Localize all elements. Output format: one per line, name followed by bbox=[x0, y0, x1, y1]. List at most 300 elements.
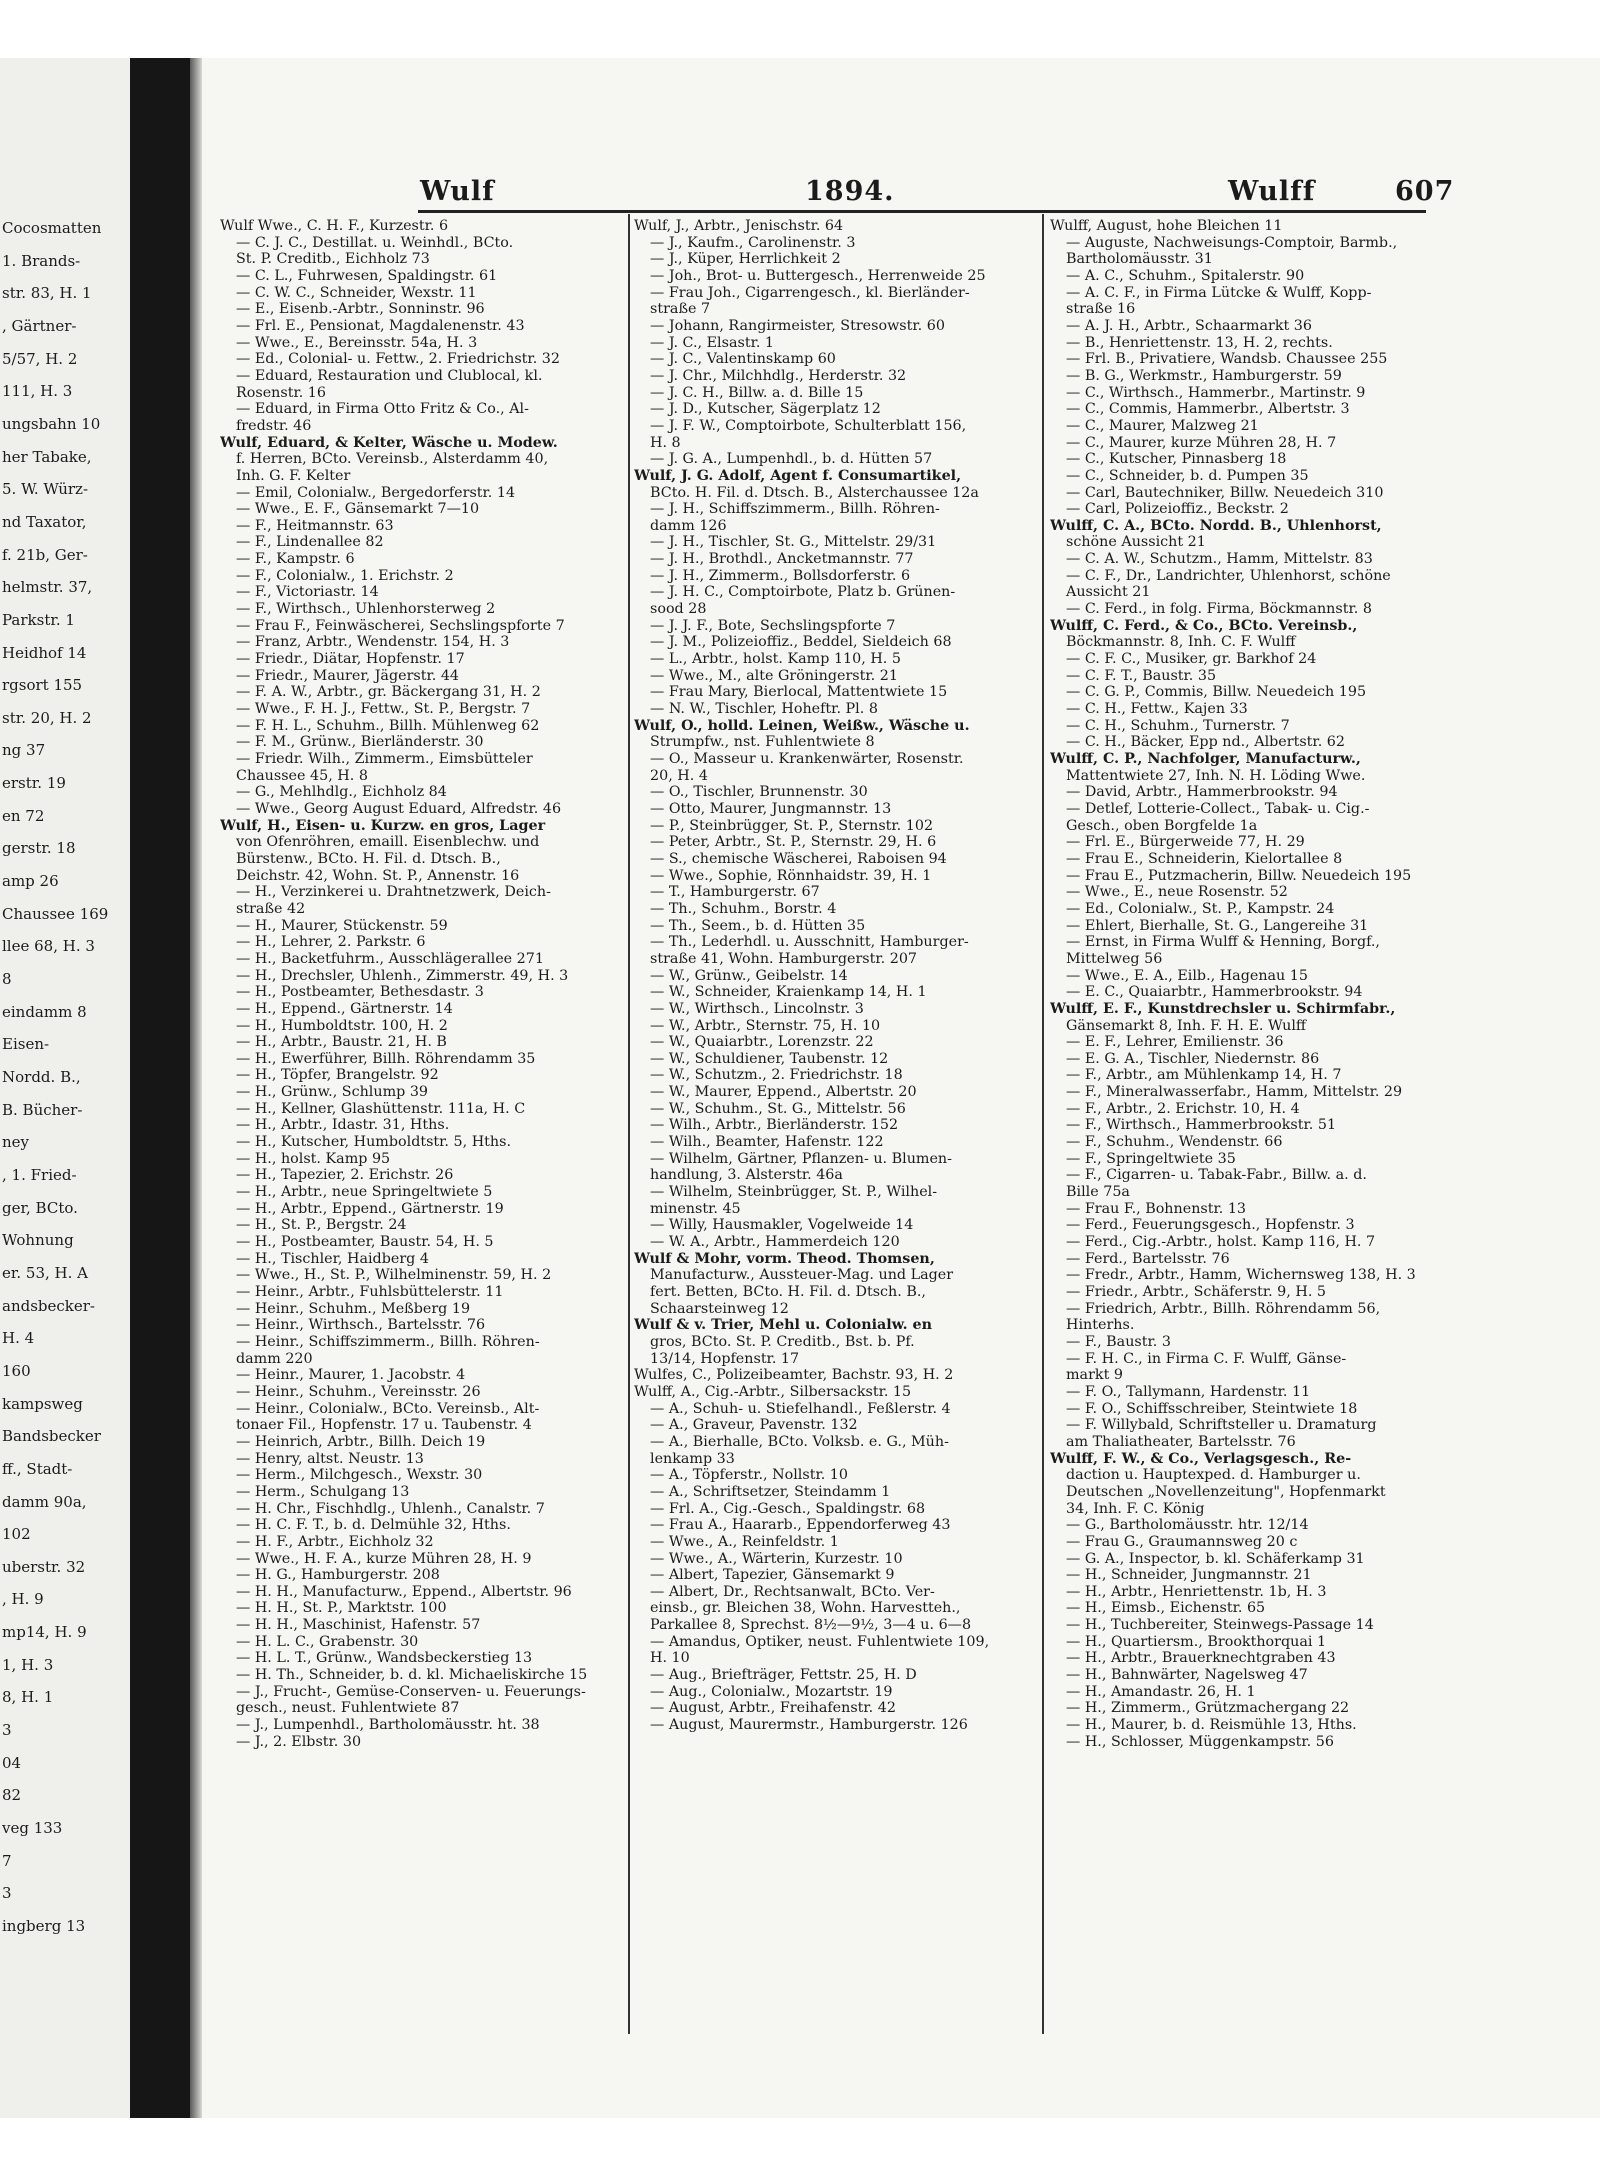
directory-entry: — Heinr., Colonialw., BCto. Vereinsb., Alt- bbox=[236, 1400, 540, 1417]
directory-entry: — Albert, Tapezier, Gänsemarkt 9 bbox=[650, 1567, 895, 1584]
directory-entry: — J., Frucht-, Gemüse-Conserven- u. Feuerungs- bbox=[236, 1683, 586, 1700]
left-page-text-fragment: 1, H. 3 bbox=[2, 1656, 54, 1673]
directory-entry: — C. J. C., Destillat. u. Weinhdl., BCto. bbox=[236, 234, 514, 251]
directory-entry: — O., Tischler, Brunnenstr. 30 bbox=[650, 784, 868, 801]
directory-entry: — C., Schneider, b. d. Pumpen 35 bbox=[1066, 467, 1309, 484]
directory-entry: — Albert, Dr., Rechtsanwalt, BCto. Ver- bbox=[650, 1583, 935, 1600]
directory-entry: Wulfes, C., Polizeibeamter, Bachstr. 93, H. 2 bbox=[634, 1367, 954, 1384]
directory-entry: — Wwe., A., Reinfeldstr. 1 bbox=[650, 1533, 839, 1550]
directory-entry: — A. C. F., in Firma Lütcke & Wulff, Kopp- bbox=[1066, 284, 1372, 301]
directory-entry: — C., Commis, Hammerbr., Albertstr. 3 bbox=[1066, 401, 1350, 418]
directory-entry: — Wwe., E., Bereinsstr. 54a, H. 3 bbox=[236, 334, 478, 351]
directory-entry: Wulff, August, hohe Bleichen 11 bbox=[1050, 218, 1283, 234]
left-page-text-fragment: 102 bbox=[2, 1526, 31, 1543]
directory-entry: — Wwe., Georg August Eduard, Alfredstr. 46 bbox=[236, 800, 562, 817]
directory-entry: — C. F. C., Musiker, gr. Barkhof 24 bbox=[1066, 651, 1317, 668]
left-page-text-fragment: erstr. 19 bbox=[2, 775, 66, 792]
directory-entry: — A. J. H., Arbtr., Schaarmarkt 36 bbox=[1066, 317, 1312, 334]
directory-entry: straße 41, Wohn. Hamburgerstr. 207 bbox=[650, 950, 918, 967]
directory-entry: gros, BCto. St. P. Creditb., Bst. b. Pf. bbox=[650, 1333, 915, 1350]
left-page-text-fragment: f. 21b, Ger- bbox=[2, 546, 88, 563]
directory-entry: — H., Grünw., Schlump 39 bbox=[236, 1084, 429, 1101]
directory-entry: — F., Arbtr., am Mühlenkamp 14, H. 7 bbox=[1066, 1067, 1342, 1084]
directory-entry: — H., Arbtr., Brauerknechtgraben 43 bbox=[1066, 1650, 1336, 1667]
directory-entry: — H., Arbtr., neue Springeltwiete 5 bbox=[236, 1184, 493, 1201]
directory-entry: Strumpfw., nst. Fuhlentwiete 8 bbox=[650, 734, 875, 751]
left-page-text-fragment: eindamm 8 bbox=[2, 1003, 87, 1020]
directory-entry: — August, Maurermstr., Hamburgerstr. 126 bbox=[650, 1717, 968, 1734]
directory-entry: — C. H., Fettw., Kajen 33 bbox=[1066, 701, 1248, 718]
directory-entry: — Frl. E., Bürgerweide 77, H. 29 bbox=[1066, 834, 1305, 851]
directory-entry: Wulf & v. Trier, Mehl u. Colonialw. en bbox=[634, 1317, 933, 1334]
directory-entry: Mittelweg 56 bbox=[1066, 950, 1163, 967]
directory-entry: — Willy, Hausmakler, Vogelweide 14 bbox=[650, 1217, 914, 1234]
left-page-text-fragment: nd Taxator, bbox=[2, 513, 87, 530]
directory-entry: Wulf & Mohr, vorm. Theod. Thomsen, bbox=[634, 1250, 935, 1267]
directory-entry: — H., Ewerführer, Billh. Röhrendamm 35 bbox=[236, 1050, 536, 1067]
directory-entry: — W., Grünw., Geibelstr. 14 bbox=[650, 967, 848, 984]
directory-entry: — E., Eisenb.-Arbtr., Sonninstr. 96 bbox=[236, 301, 485, 318]
left-page-text-fragment: er. 53, H. A bbox=[2, 1264, 89, 1281]
directory-entry: — Auguste, Nachweisungs-Comptoir, Barmb., bbox=[1066, 234, 1398, 251]
directory-entry: — H. H., Manufacturw., Eppend., Albertstr. 96 bbox=[236, 1583, 572, 1600]
directory-entry: Aussicht 21 bbox=[1066, 584, 1151, 601]
directory-entry: — W., Arbtr., Sternstr. 75, H. 10 bbox=[650, 1017, 881, 1034]
directory-entry: straße 7 bbox=[650, 301, 711, 318]
directory-entry: — F., Mineralwasserfabr., Hamm, Mittelstr. 29 bbox=[1066, 1084, 1403, 1101]
directory-entry: fert. Betten, BCto. H. Fil. d. Dtsch. B., bbox=[650, 1284, 926, 1300]
directory-entry: — Ernst, in Firma Wulff & Henning, Borgf., bbox=[1066, 934, 1380, 951]
left-page-text-fragment: 160 bbox=[2, 1362, 31, 1379]
directory-entry: — Herm., Milchgesch., Wexstr. 30 bbox=[236, 1467, 483, 1484]
directory-entry: — H., St. P., Bergstr. 24 bbox=[236, 1217, 407, 1234]
left-page-text-fragment: 111, H. 3 bbox=[2, 383, 73, 400]
directory-column-3 bbox=[1050, 218, 1442, 2078]
directory-entry: — Wwe., E., neue Rosenstr. 52 bbox=[1066, 884, 1288, 901]
directory-column-2 bbox=[634, 218, 1036, 2078]
book-spine bbox=[130, 58, 190, 2118]
directory-entry: — O., Masseur u. Krankenwärter, Rosenstr. bbox=[650, 751, 964, 767]
directory-entry: — E. C., Quaiarbtr., Hammerbrookstr. 94 bbox=[1066, 984, 1363, 1001]
directory-entry: — J. F. W., Comptoirbote, Schulterblatt 156, bbox=[650, 417, 967, 434]
left-page-text-fragment: Parkstr. 1 bbox=[2, 611, 75, 628]
directory-entry: — H. L. T., Grünw., Wandsbeckerstieg 13 bbox=[236, 1650, 533, 1667]
directory-entry: — Frau A., Haararb., Eppendorferweg 43 bbox=[650, 1517, 951, 1534]
directory-entry: daction u. Hauptexped. d. Hamburger u. bbox=[1066, 1467, 1361, 1484]
directory-entry: — H., Schlosser, Müggenkampstr. 56 bbox=[1066, 1733, 1334, 1750]
directory-entry: — F. H. L., Schuhm., Billh. Mühlenweg 62 bbox=[236, 717, 540, 734]
directory-entry: — H., Lehrer, 2. Parkstr. 6 bbox=[236, 934, 426, 951]
directory-entry: — C. W. C., Schneider, Wexstr. 11 bbox=[236, 284, 477, 301]
directory-entry: — Wwe., H. F. A., kurze Mühren 28, H. 9 bbox=[236, 1550, 532, 1567]
directory-entry: — Detlef, Lotterie-Collect., Tabak- u. Cig.- bbox=[1066, 800, 1370, 817]
directory-entry: — J., 2. Elbstr. 30 bbox=[236, 1733, 362, 1750]
directory-entry: gesch., neust. Fuhlentwiete 87 bbox=[236, 1700, 460, 1717]
left-page-text-fragment: , Gärtner- bbox=[2, 317, 77, 334]
directory-entry: — C. H., Schuhm., Turnerstr. 7 bbox=[1066, 717, 1290, 734]
left-page-text-fragment: en 72 bbox=[2, 807, 45, 824]
directory-entry: — F., Heitmannstr. 63 bbox=[236, 517, 394, 534]
left-page-text-fragment: H. 4 bbox=[2, 1330, 35, 1347]
directory-entry: — G. A., Inspector, b. kl. Schäferkamp 31 bbox=[1066, 1550, 1365, 1567]
left-page-text-fragment: amp 26 bbox=[2, 873, 59, 890]
directory-entry: — Friedr., Diätar, Hopfenstr. 17 bbox=[236, 651, 465, 668]
directory-entry: — J. H., Tischler, St. G., Mittelstr. 29/31 bbox=[650, 534, 937, 551]
left-page-text-fragment: andsbecker- bbox=[2, 1297, 95, 1314]
directory-entry: — J. C., Valentinskamp 60 bbox=[650, 351, 836, 368]
directory-entry: Wulff, F. W., & Co., Verlagsgesch., Re- bbox=[1050, 1450, 1352, 1467]
directory-entry: am Thaliatheater, Bartelsstr. 76 bbox=[1066, 1433, 1296, 1450]
directory-entry: — Wwe., F. H. J., Fettw., St. P., Bergstr. 7 bbox=[236, 701, 531, 718]
left-page-text-fragment: ng 37 bbox=[2, 742, 46, 759]
left-page-text-fragment: helmstr. 37, bbox=[2, 579, 93, 596]
directory-entry: — W., Schneider, Kraienkamp 14, H. 1 bbox=[650, 984, 927, 1001]
directory-entry: — J. H., Brothdl., Ancketmannstr. 77 bbox=[650, 551, 914, 568]
directory-entry: — H., Tuchbereiter, Steinwegs-Passage 14 bbox=[1066, 1617, 1374, 1634]
directory-entry: — W., Schutzm., 2. Friedrichstr. 18 bbox=[650, 1067, 903, 1084]
directory-entry: — Aug., Briefträger, Fettstr. 25, H. D bbox=[650, 1667, 917, 1684]
directory-entry: — H., Arbtr., Henriettenstr. 1b, H. 3 bbox=[1066, 1583, 1327, 1600]
directory-entry: — Ferd., Cig.-Arbtr., holst. Kamp 116, H. 7 bbox=[1066, 1234, 1376, 1251]
left-page-text-fragment: 8, H. 1 bbox=[2, 1689, 54, 1706]
directory-entry: — J. Chr., Milchhdlg., Herderstr. 32 bbox=[650, 367, 907, 384]
directory-entry: — H., Eppend., Gärtnerstr. 14 bbox=[236, 1000, 453, 1017]
left-page-text-fragment: Wohnung bbox=[2, 1232, 74, 1249]
directory-entry: Böckmannstr. 8, Inh. C. F. Wulff bbox=[1066, 634, 1296, 651]
directory-entry: fredstr. 46 bbox=[236, 417, 312, 434]
directory-entry: — F., Wirthsch., Hammerbrookstr. 51 bbox=[1066, 1117, 1337, 1134]
header-rule bbox=[418, 210, 1426, 213]
directory-entry: — A., Bierhalle, BCto. Volksb. e. G., Müh- bbox=[650, 1433, 949, 1450]
directory-entry: — Th., Seem., b. d. Hütten 35 bbox=[650, 917, 866, 934]
directory-entry: — J. H., Schiffszimmerm., Billh. Röhren- bbox=[650, 501, 940, 518]
left-page-text-fragment: str. 83, H. 1 bbox=[2, 285, 92, 302]
directory-entry: Wulf, J. G. Adolf, Agent f. Consumartikel, bbox=[634, 467, 962, 484]
directory-entry: minenstr. 45 bbox=[650, 1200, 741, 1217]
directory-entry: — H., Bahnwärter, Nagelsweg 47 bbox=[1066, 1667, 1308, 1684]
directory-entry: — David, Arbtr., Hammerbrookstr. 94 bbox=[1066, 784, 1338, 801]
directory-entry: — Heinr., Wirthsch., Bartelsstr. 76 bbox=[236, 1317, 486, 1334]
directory-entry: — H., Drechsler, Uhlenh., Zimmerstr. 49, H. 3 bbox=[236, 967, 569, 984]
directory-entry: — H., Töpfer, Brangelstr. 92 bbox=[236, 1067, 439, 1084]
directory-entry: — W., Wirthsch., Lincolnstr. 3 bbox=[650, 1000, 864, 1017]
directory-entry: — H., Arbtr., Baustr. 21, H. B bbox=[236, 1034, 447, 1051]
directory-entry: Wulf, H., Eisen- u. Kurzw. en gros, Lager bbox=[220, 817, 546, 834]
directory-entry: — Heinr., Schuhm., Vereinsstr. 26 bbox=[236, 1383, 481, 1400]
directory-entry: — C. H., Bäcker, Epp nd., Albertstr. 62 bbox=[1066, 734, 1345, 751]
directory-entry: — H. H., Maschinist, Hafenstr. 57 bbox=[236, 1617, 481, 1634]
directory-entry: — Herm., Schulgang 13 bbox=[236, 1483, 410, 1500]
directory-entry: — Frau F., Feinwäscherei, Sechslingspforte 7 bbox=[236, 617, 565, 634]
left-page-text-fragment: 7 bbox=[2, 1852, 12, 1869]
directory-entry: — G., Mehlhdlg., Eichholz 84 bbox=[236, 784, 447, 801]
directory-entry: 34, Inh. F. C. König bbox=[1066, 1500, 1205, 1517]
directory-entry: Schaarsteinweg 12 bbox=[650, 1300, 789, 1317]
directory-entry: Hinterhs. bbox=[1066, 1317, 1135, 1334]
directory-entry: Bille 75a bbox=[1066, 1184, 1130, 1201]
running-head-right: Wulff bbox=[1228, 176, 1316, 207]
left-page-text-fragment: Cocosmatten bbox=[2, 220, 102, 236]
directory-entry: — F., Baustr. 3 bbox=[1066, 1333, 1171, 1350]
directory-entry: — F., Arbtr., 2. Erichstr. 10, H. 4 bbox=[1066, 1100, 1300, 1117]
directory-entry: — Wilhelm, Steinbrügger, St. P., Wilhel- bbox=[650, 1184, 938, 1201]
directory-entry: — C., Maurer, kurze Mühren 28, H. 7 bbox=[1066, 434, 1337, 451]
directory-entry: Wulff, E. F., Kunstdrechsler u. Schirmfabr., bbox=[1050, 1000, 1396, 1017]
directory-entry: — H., Postbeamter, Baustr. 54, H. 5 bbox=[236, 1234, 494, 1251]
directory-entry: — E. G. A., Tischler, Niedernstr. 86 bbox=[1066, 1050, 1320, 1067]
left-page-text-fragment: 3 bbox=[2, 1722, 12, 1739]
directory-entry: BCto. H. Fil. d. Dtsch. B., Alsterchaussee 12a bbox=[650, 484, 979, 501]
directory-entry: — Franz, Arbtr., Wendenstr. 154, H. 3 bbox=[236, 634, 510, 651]
directory-entry: Wulf, O., holld. Leinen, Weißw., Wäsche u. bbox=[634, 717, 970, 734]
directory-entry: straße 16 bbox=[1066, 301, 1136, 318]
directory-entry: von Ofenröhren, emaill. Eisenblechw. und bbox=[236, 834, 540, 851]
directory-entry: Deutschen „Novellenzeitung", Hopfenmarkt bbox=[1066, 1483, 1386, 1500]
left-page-text-fragment: , H. 9 bbox=[2, 1591, 44, 1608]
left-page-text-fragment: ingberg 13 bbox=[2, 1918, 86, 1934]
directory-entry: — Amandus, Optiker, neust. Fuhlentwiete 109, bbox=[650, 1633, 990, 1650]
directory-entry: Mattentwiete 27, Inh. N. H. Löding Wwe. bbox=[1066, 767, 1366, 784]
directory-entry: — Friedrich, Arbtr., Billh. Röhrendamm 56, bbox=[1066, 1300, 1381, 1317]
directory-entry: — F., Colonialw., 1. Erichstr. 2 bbox=[236, 567, 454, 584]
directory-entry: — Th., Lederhdl. u. Ausschnitt, Hamburger- bbox=[650, 934, 969, 951]
directory-entry: — H., Tischler, Haidberg 4 bbox=[236, 1250, 429, 1267]
directory-entry: straße 42 bbox=[236, 900, 306, 917]
directory-entry: — H., Maurer, Stückenstr. 59 bbox=[236, 917, 448, 934]
directory-entry: — F. M., Grünw., Bierländerstr. 30 bbox=[236, 734, 484, 751]
left-page-text-fragment: 04 bbox=[2, 1754, 22, 1771]
directory-entry: — E. F., Lehrer, Emilienstr. 36 bbox=[1066, 1034, 1284, 1051]
directory-entry: tonaer Fil., Hopfenstr. 17 u. Taubenstr. 4 bbox=[236, 1417, 532, 1434]
directory-entry: — Heinr., Schiffszimmerm., Billh. Röhren- bbox=[236, 1333, 540, 1350]
left-page-text-fragment: kampsweg bbox=[2, 1395, 83, 1412]
directory-entry: — H. Th., Schneider, b. d. kl. Michaeliskirche 15 bbox=[236, 1667, 588, 1684]
directory-entry: — F., Victoriastr. 14 bbox=[236, 584, 379, 601]
directory-entry: — H., Maurer, b. d. Reismühle 13, Hths. bbox=[1066, 1717, 1357, 1734]
directory-entry: — Heinrich, Arbtr., Billh. Deich 19 bbox=[236, 1433, 486, 1450]
gutter-shadow bbox=[190, 58, 202, 2118]
directory-entry: — C., Maurer, Malzweg 21 bbox=[1066, 417, 1259, 434]
directory-entry: — Frau Mary, Bierlocal, Mattentwiete 15 bbox=[650, 684, 948, 701]
directory-entry: — F., Schuhm., Wendenstr. 66 bbox=[1066, 1134, 1283, 1151]
directory-entry: damm 220 bbox=[236, 1350, 313, 1367]
directory-entry: Wulf, Eduard, & Kelter, Wäsche u. Modew. bbox=[220, 434, 558, 451]
directory-entry: — Fredr., Arbtr., Hamm, Wichernsweg 138, H. 3 bbox=[1066, 1267, 1416, 1284]
directory-entry: — Heinr., Arbtr., Fuhlsbüttelerstr. 11 bbox=[236, 1284, 504, 1300]
directory-entry: — F. A. W., Arbtr., gr. Bäckergang 31, H. 2 bbox=[236, 684, 541, 701]
directory-entry: — Emil, Colonialw., Bergedorferstr. 14 bbox=[236, 484, 516, 501]
left-page-text-fragment: ungsbahn 10 bbox=[2, 415, 101, 432]
left-page-text-fragment: Chaussee 169 bbox=[2, 905, 109, 922]
directory-entry: — H., Arbtr., Eppend., Gärtnerstr. 19 bbox=[236, 1200, 504, 1217]
directory-entry: — Heinr., Schuhm., Meßberg 19 bbox=[236, 1300, 471, 1317]
directory-entry: — J. G. A., Lumpenhdl., b. d. Hütten 57 bbox=[650, 451, 933, 468]
left-page-text-fragment: ney bbox=[2, 1134, 30, 1151]
directory-entry: — H., Tapezier, 2. Erichstr. 26 bbox=[236, 1167, 454, 1184]
left-page-text-fragment: veg 133 bbox=[2, 1820, 63, 1837]
directory-entry: — B., Henriettenstr. 13, H. 2, rechts. bbox=[1066, 334, 1333, 351]
directory-entry: — F. O., Tallymann, Hardenstr. 11 bbox=[1066, 1383, 1311, 1400]
directory-entry: — H., Humboldtstr. 100, H. 2 bbox=[236, 1017, 448, 1034]
directory-entry: — Wilh., Arbtr., Bierländerstr. 152 bbox=[650, 1117, 899, 1134]
directory-entry: — W., Quaiarbtr., Lorenzstr. 22 bbox=[650, 1034, 874, 1051]
directory-entry: — H., Verzinkerei u. Drahtnetzwerk, Deich- bbox=[236, 884, 551, 901]
directory-entry: — H., Zimmerm., Grützmachergang 22 bbox=[1066, 1700, 1350, 1717]
directory-entry: — J. J. F., Bote, Sechslingspforte 7 bbox=[650, 617, 896, 634]
directory-entry: sood 28 bbox=[650, 601, 707, 618]
directory-entry: — Ferd., Bartelsstr. 76 bbox=[1066, 1250, 1230, 1267]
left-page-text-fragment: uberstr. 32 bbox=[2, 1558, 86, 1575]
directory-entry: Gesch., oben Borgfelde 1a bbox=[1066, 817, 1258, 834]
directory-entry: — W., Schuldiener, Taubenstr. 12 bbox=[650, 1050, 889, 1067]
directory-entry: — H., Kutscher, Humboldtstr. 5, Hths. bbox=[236, 1134, 512, 1151]
directory-entry: — Ed., Colonialw., St. P., Kampstr. 24 bbox=[1066, 900, 1335, 917]
directory-entry: Inh. G. F. Kelter bbox=[236, 467, 351, 484]
directory-entry: — Th., Schuhm., Borstr. 4 bbox=[650, 900, 837, 917]
directory-entry: — A., Töpferstr., Nollstr. 10 bbox=[650, 1467, 848, 1484]
directory-entry: — Wwe., E. F., Gänsemarkt 7—10 bbox=[236, 501, 480, 518]
directory-entry: markt 9 bbox=[1066, 1367, 1123, 1384]
directory-column-1 bbox=[220, 218, 622, 2078]
directory-entry: — C. A. W., Schutzm., Hamm, Mittelstr. 83 bbox=[1066, 551, 1373, 568]
directory-entry: — W., Schuhm., St. G., Mittelstr. 56 bbox=[650, 1100, 906, 1117]
directory-entry: — Frl. A., Cig.-Gesch., Spaldingstr. 68 bbox=[650, 1500, 926, 1517]
directory-entry: — F. H. C., in Firma C. F. Wulff, Gänse- bbox=[1066, 1350, 1347, 1367]
directory-entry: — A. C., Schuhm., Spitalerstr. 90 bbox=[1066, 267, 1305, 284]
left-page-text-fragment: her Tabake, bbox=[2, 448, 92, 465]
directory-entry: H. 8 bbox=[650, 434, 681, 451]
directory-entry: — Eduard, Restauration und Clublocal, kl. bbox=[236, 367, 543, 384]
left-page-text-fragment: 3 bbox=[2, 1885, 12, 1902]
directory-entry: handlung, 3. Alsterstr. 46a bbox=[650, 1167, 843, 1184]
directory-entry: — Wwe., H., St. P., Wilhelminenstr. 59, H. 2 bbox=[236, 1267, 552, 1284]
directory-entry: — H. G., Hamburgerstr. 208 bbox=[236, 1567, 440, 1584]
directory-entry: — H., Arbtr., Idastr. 31, Hths. bbox=[236, 1117, 450, 1134]
directory-entry: — Aug., Colonialw., Mozartstr. 19 bbox=[650, 1683, 893, 1700]
directory-entry: — T., Hamburgerstr. 67 bbox=[650, 884, 820, 901]
directory-entry: — C. G. P., Commis, Billw. Neuedeich 195 bbox=[1066, 684, 1367, 701]
left-page-text-fragment: gerstr. 18 bbox=[2, 840, 76, 857]
directory-entry: — F., Kampstr. 6 bbox=[236, 551, 355, 568]
scan-margin-bottom bbox=[0, 2117, 1600, 2177]
directory-entry: — B. G., Werkmstr., Hamburgerstr. 59 bbox=[1066, 367, 1342, 384]
directory-entry: — Peter, Arbtr., St. P., Sternstr. 29, H. 6 bbox=[650, 834, 937, 851]
left-page-text-fragment: 5/57, H. 2 bbox=[2, 350, 78, 367]
directory-entry: — Wilhelm, Gärtner, Pflanzen- u. Blumen- bbox=[650, 1150, 952, 1167]
directory-entry: — C. L., Fuhrwesen, Spaldingstr. 61 bbox=[236, 267, 498, 284]
directory-entry: — Wwe., Sophie, Rönnhaidstr. 39, H. 1 bbox=[650, 867, 932, 884]
directory-entry: — H. H., St. P., Marktstr. 100 bbox=[236, 1600, 447, 1617]
directory-entry: — P., Steinbrügger, St. P., Sternstr. 102 bbox=[650, 817, 934, 834]
directory-entry: — H., Schneider, Jungmannstr. 21 bbox=[1066, 1567, 1312, 1584]
directory-entry: — S., chemische Wäscherei, Raboisen 94 bbox=[650, 850, 947, 867]
directory-entry: — Henry, altst. Neustr. 13 bbox=[236, 1450, 424, 1467]
directory-entry: — August, Arbtr., Freihafenstr. 42 bbox=[650, 1700, 896, 1717]
left-page-text-fragment: 1. Brands- bbox=[2, 252, 81, 269]
directory-entry: — C. F., Dr., Landrichter, Uhlenhorst, schöne bbox=[1066, 567, 1391, 584]
directory-entry: f. Herren, BCto. Vereinsb., Alsterdamm 40, bbox=[236, 451, 549, 468]
left-page-text-fragment: str. 20, H. 2 bbox=[2, 709, 92, 726]
left-page-text-fragment: mp14, H. 9 bbox=[2, 1624, 87, 1641]
directory-entry: — H., Postbeamter, Bethesdastr. 3 bbox=[236, 984, 484, 1001]
directory-entry: — W., Maurer, Eppend., Albertstr. 20 bbox=[650, 1084, 917, 1101]
directory-entry: — C., Wirthsch., Hammerbr., Martinstr. 9 bbox=[1066, 384, 1366, 401]
directory-entry: — Frl. B., Privatiere, Wandsb. Chaussee 255 bbox=[1066, 351, 1388, 368]
left-page-text-fragment: rgsort 155 bbox=[2, 677, 83, 694]
directory-entry: — Friedr., Arbtr., Schäferstr. 9, H. 5 bbox=[1066, 1284, 1327, 1300]
directory-entry: — Carl, Polizeioffiz., Beckstr. 2 bbox=[1066, 501, 1289, 518]
directory-entry: Deichstr. 42, Wohn. St. P., Annenstr. 16 bbox=[236, 867, 520, 884]
directory-entry: — Frau Joh., Cigarrengesch., kl. Bierländer- bbox=[650, 284, 970, 301]
directory-entry: — Wwe., M., alte Gröningerstr. 21 bbox=[650, 667, 898, 684]
directory-entry: Gänsemarkt 8, Inh. F. H. E. Wulff bbox=[1066, 1017, 1307, 1034]
directory-entry: Wulf, J., Arbtr., Jenischstr. 64 bbox=[634, 218, 844, 234]
directory-entry: Wulf Wwe., C. H. F., Kurzestr. 6 bbox=[220, 218, 449, 234]
directory-entry: lenkamp 33 bbox=[650, 1450, 735, 1467]
directory-entry: Wulff, A., Cig.-Arbtr., Silbersackstr. 15 bbox=[634, 1383, 912, 1400]
left-page-text-fragment: ger, BCto. bbox=[2, 1199, 78, 1216]
directory-entry: — F., Wirthsch., Uhlenhorsterweg 2 bbox=[236, 601, 496, 618]
directory-entry: 20, H. 4 bbox=[650, 767, 708, 784]
directory-entry: — C. F. T., Baustr. 35 bbox=[1066, 667, 1217, 684]
directory-entry: Bartholomäusstr. 31 bbox=[1066, 251, 1213, 268]
directory-entry: — L., Arbtr., holst. Kamp 110, H. 5 bbox=[650, 651, 901, 668]
left-page-text-fragment: 5. W. Würz- bbox=[2, 481, 89, 498]
directory-entry: einsb., gr. Bleichen 38, Wohn. Harvestteh., bbox=[650, 1600, 961, 1617]
directory-entry: — Friedr., Maurer, Jägerstr. 44 bbox=[236, 667, 460, 684]
directory-entry: — Ed., Colonial- u. Fettw., 2. Friedrichstr. 32 bbox=[236, 351, 560, 368]
directory-entry: — F., Springeltwiete 35 bbox=[1066, 1150, 1236, 1167]
directory-entry: — F. O., Schiffsschreiber, Steintwiete 18 bbox=[1066, 1400, 1358, 1417]
directory-entry: — Frau F., Bohnenstr. 13 bbox=[1066, 1200, 1247, 1217]
directory-entry: Chaussee 45, H. 8 bbox=[236, 767, 368, 784]
page-number: 607 bbox=[1395, 176, 1455, 207]
directory-entry: — J. C., Elsastr. 1 bbox=[650, 334, 775, 351]
directory-entry: — J. M., Polizeioffiz., Beddel, Sieldeich 68 bbox=[650, 634, 952, 651]
left-page-text-fragment: llee 68, H. 3 bbox=[2, 938, 95, 955]
directory-entry: — Wwe., A., Wärterin, Kurzestr. 10 bbox=[650, 1550, 903, 1567]
directory-entry: — F., Lindenallee 82 bbox=[236, 534, 384, 551]
directory-entry: — Eduard, in Firma Otto Fritz & Co., Al- bbox=[236, 401, 529, 418]
directory-entry: — J. D., Kutscher, Sägerplatz 12 bbox=[650, 401, 881, 418]
left-page-fragment bbox=[0, 58, 130, 2118]
left-page-text-fragment: B. Bücher- bbox=[2, 1101, 83, 1118]
directory-entry: Wulff, C. P., Nachfolger, Manufacturw., bbox=[1050, 751, 1361, 767]
directory-entry: — F. Willybald, Schriftsteller u. Dramaturg bbox=[1066, 1417, 1377, 1434]
left-page-text-fragment: damm 90a, bbox=[2, 1493, 87, 1510]
directory-entry: Bürstenw., BCto. H. Fil. d. Dtsch. B., bbox=[236, 850, 501, 867]
directory-entry: — H. L. C., Grabenstr. 30 bbox=[236, 1633, 419, 1650]
column-divider bbox=[628, 214, 630, 2034]
directory-entry: St. P. Creditb., Eichholz 73 bbox=[236, 251, 430, 268]
directory-entry: — Frl. E., Pensionat, Magdalenenstr. 43 bbox=[236, 317, 525, 334]
directory-entry: — Frau G., Graumannsweg 20 c bbox=[1066, 1533, 1298, 1550]
directory-entry: — Ehlert, Bierhalle, St. G., Langereihe 31 bbox=[1066, 917, 1369, 934]
left-page-text-fragment: Bandsbecker bbox=[2, 1428, 101, 1445]
directory-entry: Wulff, C. A., BCto. Nordd. B., Uhlenhorst, bbox=[1050, 517, 1382, 534]
directory-entry: — H. F., Arbtr., Eichholz 32 bbox=[236, 1533, 434, 1550]
directory-entry: — H., Eimsb., Eichenstr. 65 bbox=[1066, 1600, 1266, 1617]
directory-entry: — Wilh., Beamter, Hafenstr. 122 bbox=[650, 1134, 884, 1151]
directory-entry: — H., Kellner, Glashüttenstr. 111a, H. C bbox=[236, 1100, 526, 1117]
directory-entry: — J., Lumpenhdl., Bartholomäusstr. ht. 38 bbox=[236, 1717, 540, 1734]
directory-entry: — G., Bartholomäusstr. htr. 12/14 bbox=[1066, 1517, 1309, 1534]
left-page-text-fragment: 82 bbox=[2, 1787, 22, 1804]
directory-entry: — Ferd., Feuerungsgesch., Hopfenstr. 3 bbox=[1066, 1217, 1355, 1234]
directory-entry: — J., Küper, Herrlichkeit 2 bbox=[650, 251, 841, 268]
directory-entry: — Joh., Brot- u. Buttergesch., Herrenweide 25 bbox=[650, 267, 986, 284]
directory-entry: — W. A., Arbtr., Hammerdeich 120 bbox=[650, 1234, 900, 1251]
